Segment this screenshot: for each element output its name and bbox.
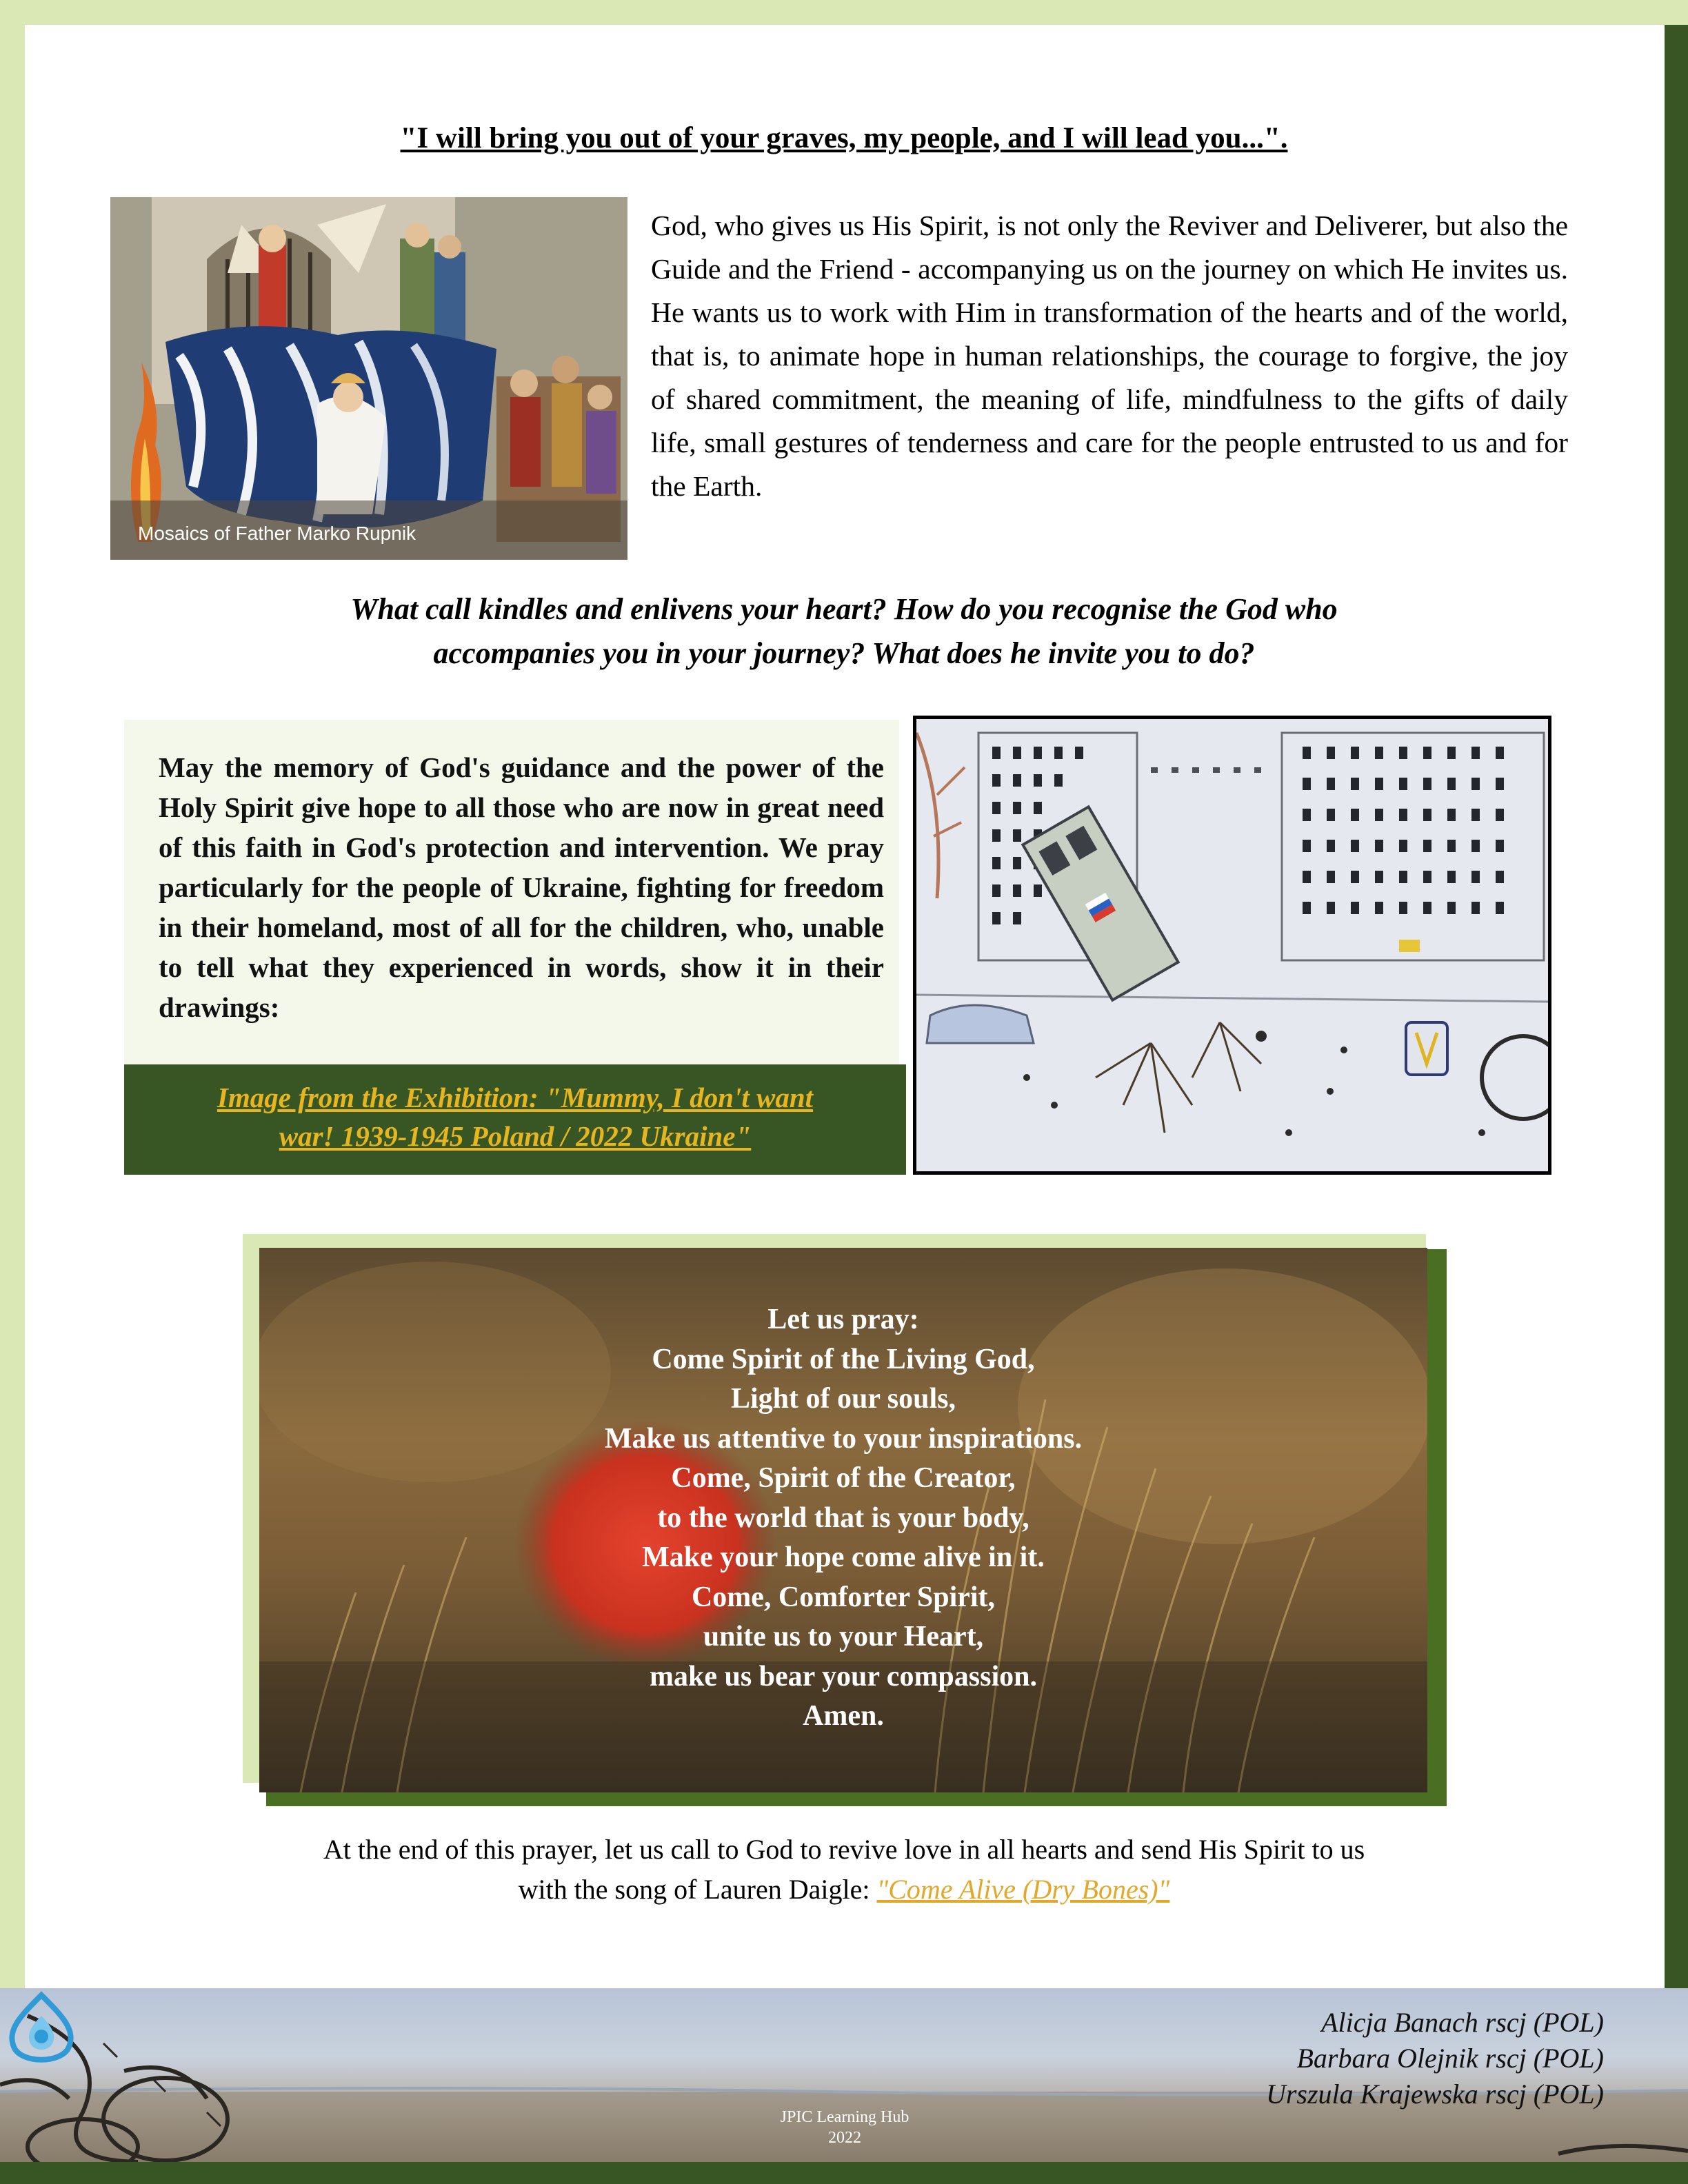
prayer-line: to the world that is your body, [657,1502,1029,1534]
closing-paragraph [0,1830,1688,1910]
prayer-line: Come Spirit of the Living God, [652,1343,1035,1375]
logo-year: 2022 [828,2129,861,2147]
prayer-text [259,1300,1427,1737]
prayer-line: Make your hope come alive in it. [642,1541,1045,1573]
question-line: What call kindles and enlivens your heart? How do you recognise the God who [350,592,1338,626]
jpic-logo-icon [0,1988,83,2071]
child-drawing-image [913,716,1551,1175]
logo-caption [717,2107,972,2148]
mosaic-image [110,197,627,560]
author-name: Alicja Banach rscj (POL) [1321,2007,1604,2038]
author-name: Urszula Krajewska rscj (POL) [1265,2079,1604,2110]
prayer-line: unite us to your Heart, [703,1621,984,1652]
author-name: Barbara Olejnik rscj (POL) [1296,2043,1604,2074]
prayer-line: Let us pray: [767,1304,919,1335]
prayer-line: Make us attentive to your inspirations. [604,1422,1083,1455]
footer-banner [0,1988,1688,2162]
closing-line-2 [0,1870,1688,1910]
reflection-questions [0,587,1688,676]
prayer-background-image [259,1248,1427,1792]
exhibition-banner [124,1064,906,1175]
prayer-line: Light of our souls, [731,1383,956,1415]
mosaic-caption: Mosaics of Father Marko Rupnik [138,523,416,544]
guidance-panel [124,720,899,1064]
song-link[interactable]: "Come Alive (Dry Bones)" [876,1874,1170,1905]
exhibition-link-line[interactable]: war! 1939-1945 Poland / 2022 Ukraine" [279,1120,752,1152]
prayer-line: Come, Spirit of the Creator, [671,1462,1016,1494]
authors-list [1121,2005,1604,2112]
prayer-line: make us bear your compassion. [649,1660,1038,1692]
exhibition-link-line[interactable]: Image from the Exhibition: "Mummy, I don't want [217,1082,814,1113]
reflection-paragraph: God, who gives us His Spirit, is not only the Reviver and Deliverer, but also the Guide and the Friend - accompanying us on the journey on which He invites us. He wants us to work with Him in transformation of the hearts and of the world, that is, to animate hope in human relationships, the courage to forgive, the joy of shared commitment, the meaning of life, mindfulness to the gifts of daily life, small gestures of tenderness and care for the people entrusted to us and for the Earth. [651,210,1568,502]
prayer-line: Come, Comforter Spirit, [691,1581,996,1613]
closing-line: At the end of this prayer, let us call to God to revive love in all hearts and send His Spirit to us [323,1834,1365,1865]
closing-prefix: with the song of Lauren Daigle: [518,1874,877,1905]
prayer-line: Amen. [803,1700,884,1732]
logo-line: JPIC Learning Hub [780,2108,910,2126]
question-line: accompanies you in your journey? What does he invite you to do? [433,636,1255,670]
bottom-border-bar [0,2162,1688,2184]
exhibition-link[interactable] [124,1078,906,1155]
page-heading: "I will bring you out of your graves, my people, and I will lead you...". [400,122,1288,154]
guidance-text: May the memory of God's guidance and the power of the Holy Spirit give hope to all those who are now in great need of this faith in God's protection and intervention. We pray particularly for the people of Ukraine, fighting for freedom in their homeland, most of all for the children, who, unable to tell what they experienced in words, show it in their drawings: [159,751,884,1023]
